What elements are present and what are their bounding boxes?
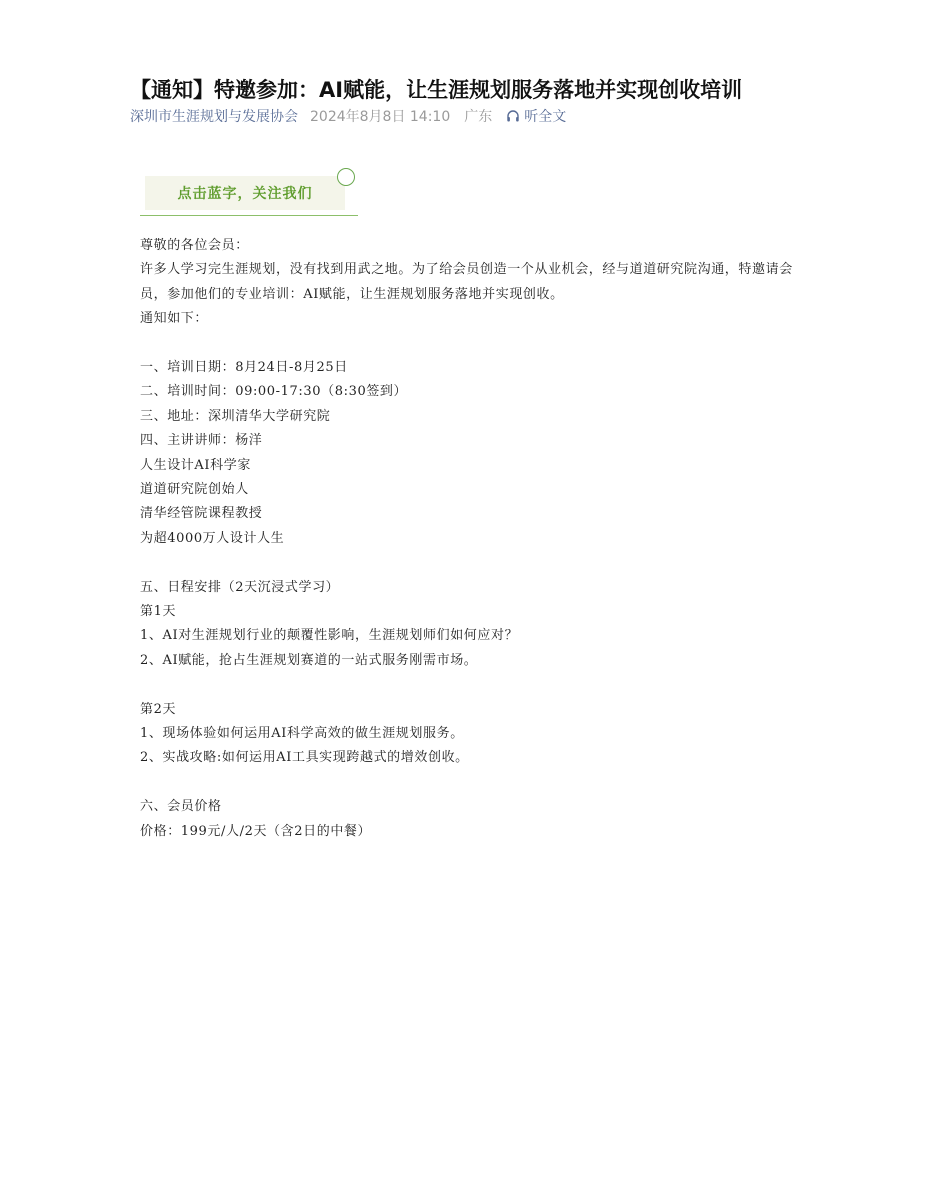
lecturer-title: 人生设计AI科学家 <box>140 457 251 473</box>
article-title: 【通知】特邀参加：AI赋能，让生涯规划服务落地并实现创收培训 <box>130 78 743 103</box>
spacer <box>140 673 800 697</box>
follow-text: 点击蓝字，关注我们 <box>177 186 313 202</box>
article-meta <box>130 104 566 128</box>
spacer <box>140 332 800 356</box>
listen-button[interactable] <box>506 106 566 126</box>
listen-label: 听全文 <box>524 109 567 125</box>
lecturer-title: 清华经管院课程教授 <box>140 506 263 522</box>
banner-underline <box>140 215 358 216</box>
spacer <box>140 771 800 795</box>
article-body <box>140 234 800 844</box>
day2-label: 第2天 <box>140 701 177 717</box>
headphones-icon <box>506 109 520 123</box>
intro-paragraph: 许多人学习完生涯规划，没有找到用武之地。为了给会员创造一个从业机会，经与道道研究院沟通，特邀请会员，参加他们的专业培训：AI赋能，让生涯规划服务落地并实现创收。 <box>140 262 793 302</box>
greeting: 尊敬的各位会员： <box>140 238 249 253</box>
follow-box <box>145 176 345 210</box>
publish-date: 2024年8月8日 14:10 <box>310 109 451 125</box>
account-name-link[interactable]: 深圳市生涯规划与发展协会 <box>130 109 298 125</box>
follow-banner[interactable] <box>140 166 358 218</box>
training-time: 二、培训时间：09:00-17:30（8:30签到） <box>140 384 408 400</box>
publish-region: 广东 <box>464 109 493 125</box>
training-date: 一、培训日期：8月24日-8月25日 <box>140 360 348 376</box>
training-address: 三、地址：深圳清华大学研究院 <box>140 408 331 424</box>
schedule-item: 1、AI对生涯规划行业的颠覆性影响，生涯规划师们如何应对？ <box>140 628 519 644</box>
schedule-item: 2、实战攻略:如何运用AI工具实现跨越式的增效创收。 <box>140 750 469 766</box>
circle-decoration-icon <box>337 168 355 186</box>
lecturer: 四、主讲讲师：杨洋 <box>140 433 263 449</box>
day1-label: 第1天 <box>140 604 177 620</box>
price-text: 价格：199元/人/2天（含2日的中餐） <box>140 823 372 839</box>
notice-lead: 通知如下： <box>140 311 209 327</box>
price-heading: 六、会员价格 <box>140 799 222 815</box>
schedule-heading: 五、日程安排（2天沉浸式学习） <box>140 579 340 595</box>
spacer <box>140 551 800 575</box>
schedule-item: 2、AI赋能，抢占生涯规划赛道的一站式服务刚需市场。 <box>140 652 478 668</box>
lecturer-title: 道道研究院创始人 <box>140 482 249 498</box>
schedule-item: 1、现场体验如何运用AI科学高效的做生涯规划服务。 <box>140 726 464 742</box>
lecturer-title: 为超4000万人设计人生 <box>140 530 285 546</box>
